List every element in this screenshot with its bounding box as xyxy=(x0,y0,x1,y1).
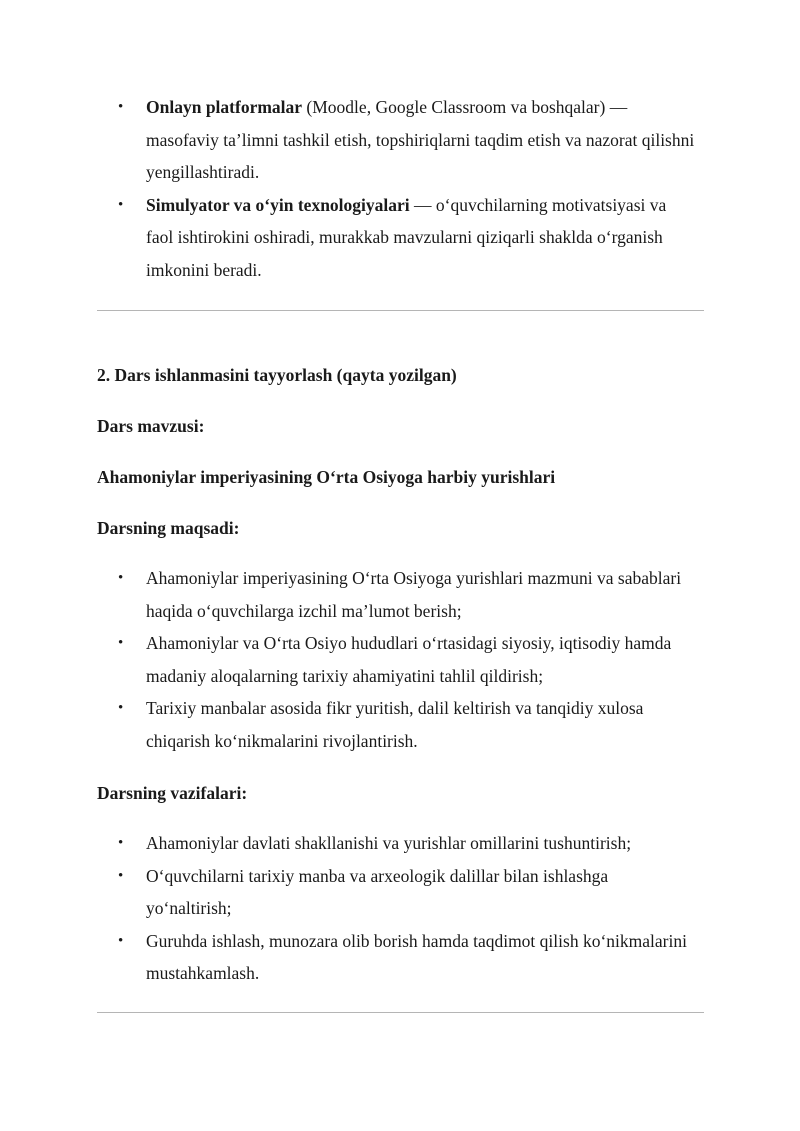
list-item xyxy=(97,91,697,189)
horizontal-divider xyxy=(97,1012,704,1013)
horizontal-divider xyxy=(97,310,704,311)
list-item-term: Onlayn platformalar xyxy=(146,97,303,117)
list-item-term: Simulyator va o‘yin texnologiyalari xyxy=(146,194,410,215)
topic-label: Dars mavzusi: xyxy=(97,416,205,436)
section-title: 2. Dars ishlanmasini tayyorlash (qayta yozilgan) xyxy=(97,365,457,385)
topic-text: Ahamoniylar imperiyasining O‘rta Osiyoga harbiy yurishlari xyxy=(97,467,556,487)
list-item: • Ahamoniylar imperiyasining O‘rta Osiyoga yurishlari mazmuni va sabablari haqida o‘quvchilarga izchil ma’lumot berish; xyxy=(97,562,697,627)
list-item: • Ahamoniylar va O‘rta Osiyo hududlari o‘rtasidagi siyosiy, iqtisodiy hamda madaniy aloqalarning tarixiy ahamiyatini tahlil qildirish; xyxy=(97,627,697,692)
list-item: • Ahamoniylar davlati shakllanishi va yurishlar omillarini tushuntirish; xyxy=(97,827,697,860)
list-item: • Tarixiy manbalar asosida fikr yuritish, dalil keltirish va tanqidiy xulosa chiqarish ko‘nikmalarini rivojlantirish. xyxy=(97,692,697,757)
tasks-list xyxy=(97,827,697,990)
goals-label: Darsning maqsadi: xyxy=(97,518,240,538)
list-item xyxy=(97,189,697,287)
list-item: • Guruhda ishlash, munozara olib borish hamda taqdimot qilish ko‘nikmalarini mustahkamlash. xyxy=(97,925,697,990)
tasks-label: Darsning vazifalari: xyxy=(97,783,248,803)
goals-list xyxy=(97,562,697,757)
tools-list xyxy=(97,91,697,286)
list-item: • O‘quvchilarni tarixiy manba va arxeologik dalillar bilan ishlashga yo‘naltirish; xyxy=(97,860,697,925)
list-item-description: (Moodle, Google Classroom va boshqalar) — masofaviy ta’limni tashkil etish, topshiriqlarni taqdim etish va nazorat qilishni yengillashtiradi. xyxy=(146,97,695,182)
list-item-description: — o‘quvchilarning motivatsiyasi va faol ishtirokini oshiradi, murakkab mavzularni qiziqarli shaklda o‘rganish imkonini beradi. xyxy=(146,194,667,280)
